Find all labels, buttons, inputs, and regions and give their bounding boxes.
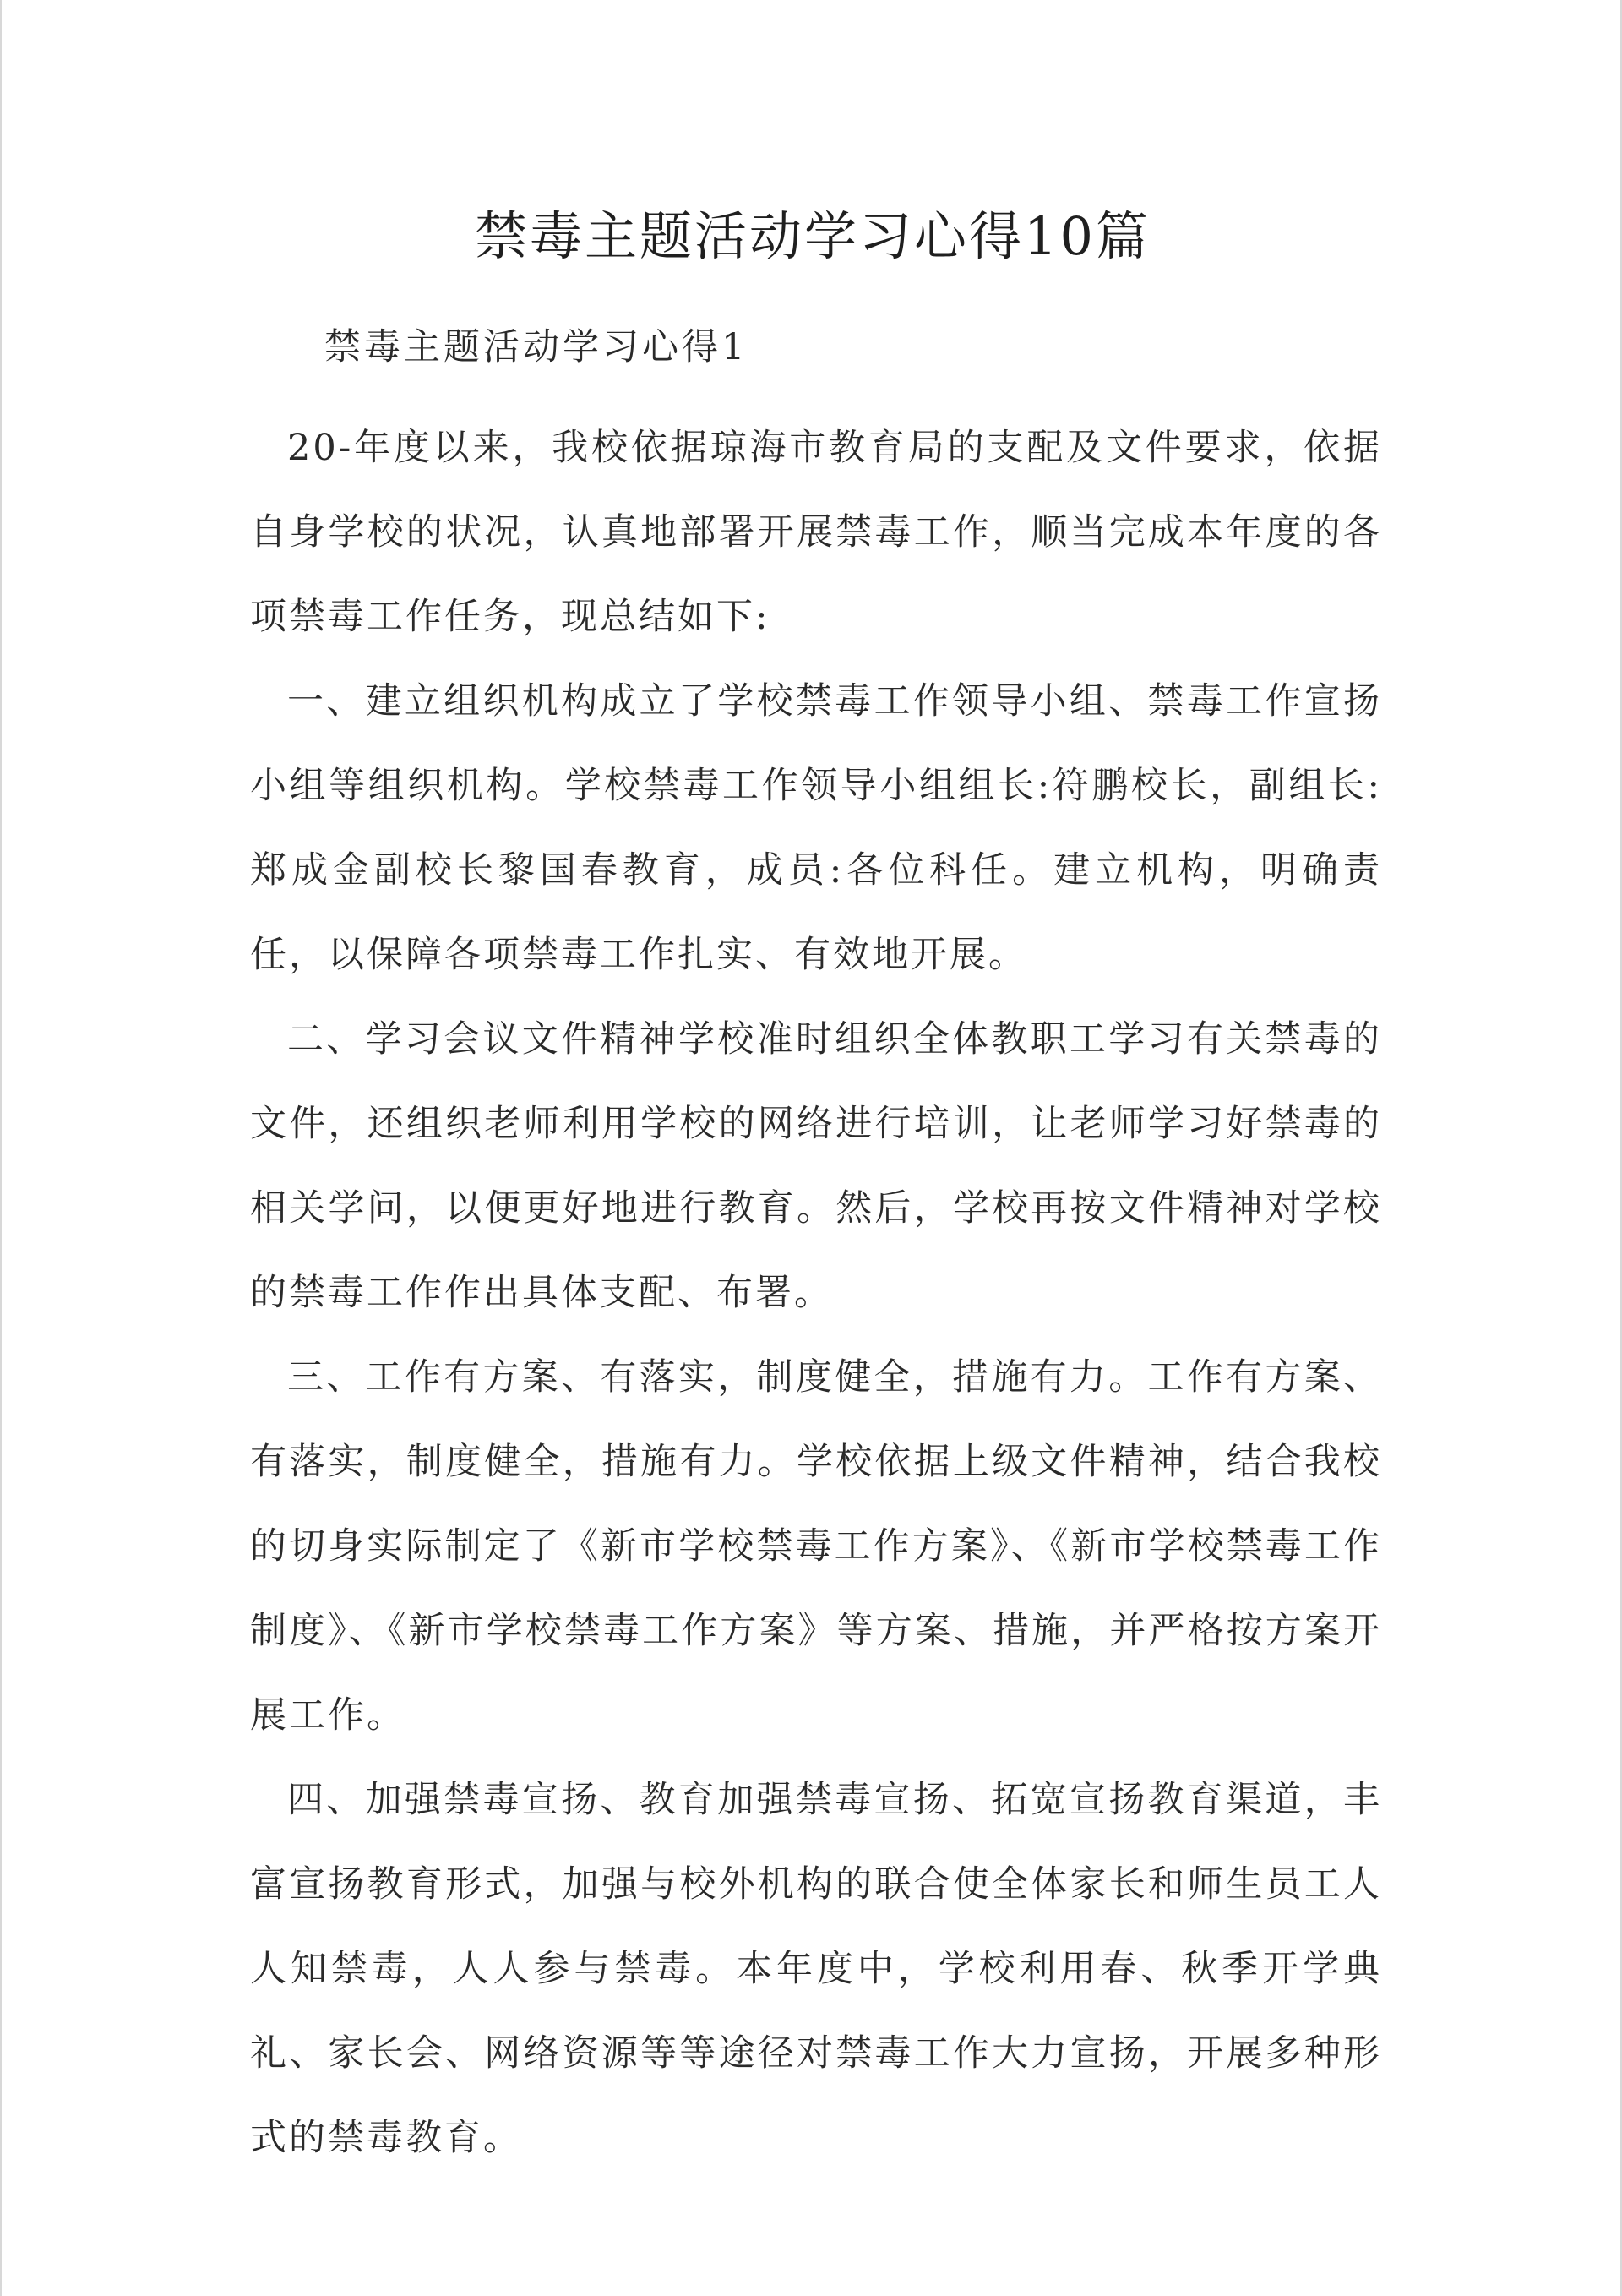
paragraph-study-documents: 二、学习会议文件精神学校准时组织全体教职工学习有关禁毒的文件，还组织老师利用学校的网络进行培训，让老师学习好禁毒的相关学问，以便更好地进行教育。然后，学校再按文件精神对学校的禁毒工作作出具体支配、布署。 bbox=[250, 1018, 1382, 1314]
paragraph-publicity-education: 四、加强禁毒宣扬、教育加强禁毒宣扬、拓宽宣扬教育渠道，丰富宣扬教育形式，加强与校外机构的联合使全体家长和师生员工人人知禁毒，人人参与禁毒。本年度中，学校利用春、秋季开学典礼、家长会、网络资源等等途径对禁毒工作大力宣扬，开展多种形式的禁毒教育。 bbox=[250, 1779, 1382, 2159]
paragraph-organization: 一、建立组织机构成立了学校禁毒工作领导小组、禁毒工作宣扬小组等组织机构。学校禁毒工作领导小组组长:符鹏校长，副组长:郑成金副校长黎国春教育，成员:各位科任。建立机构，明确责任，以保障各项禁毒工作扎实、有效地开展。 bbox=[250, 680, 1382, 976]
document-body bbox=[250, 406, 1382, 2180]
paragraph-plans-measures: 三、工作有方案、有落实，制度健全，措施有力。工作有方案、有落实，制度健全，措施有力。学校依据上级文件精神，结合我校的切身实际制定了《新市学校禁毒工作方案》、《新市学校禁毒工作制度》、《新市学校禁毒工作方案》等方案、措施，并严格按方案开展工作。 bbox=[250, 1356, 1382, 1737]
section-heading: 禁毒主题活动学习心得1 bbox=[324, 326, 748, 368]
paragraph-intro: 20-年度以来，我校依据琼海市教育局的支配及文件要求，依据自身学校的状况，认真地部署开展禁毒工作，顺当完成本年度的各项禁毒工作任务，现总结如下: bbox=[250, 427, 1382, 638]
document-title: 禁毒主题活动学习心得10篇 bbox=[475, 205, 1151, 267]
